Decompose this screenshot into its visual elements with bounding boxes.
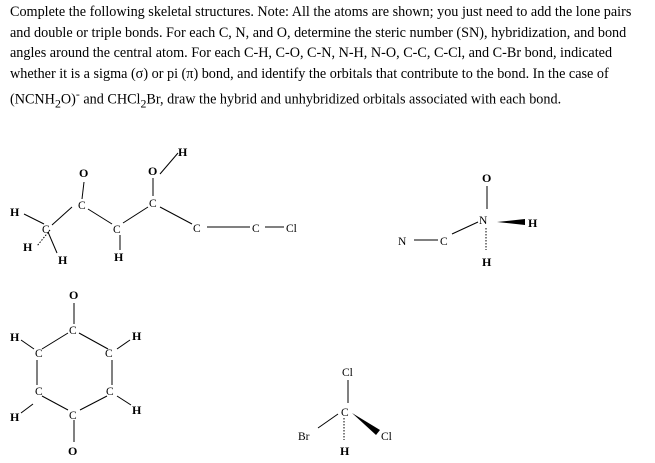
atom-h: H bbox=[528, 216, 538, 230]
atom-c: C bbox=[35, 348, 43, 360]
atom-c: C bbox=[69, 325, 77, 337]
atom-c: C bbox=[106, 386, 114, 398]
atom-n: N bbox=[479, 215, 488, 227]
atom-n: N bbox=[398, 236, 407, 248]
molecule-ncnh2o bbox=[398, 171, 538, 269]
atom-h: H bbox=[23, 240, 33, 254]
atom-h: H bbox=[132, 329, 142, 343]
molecule-chcl2br bbox=[298, 367, 392, 458]
atom-h: H bbox=[10, 205, 20, 219]
atom-c: C bbox=[193, 223, 201, 235]
atom-c: C bbox=[149, 198, 157, 210]
atom-c: C bbox=[42, 224, 50, 236]
atom-cl: Cl bbox=[342, 367, 353, 379]
atom-h: H bbox=[10, 330, 20, 344]
atom-h: H bbox=[58, 253, 68, 267]
instructions-text: and CHCl bbox=[79, 92, 141, 109]
superscript-charge: - bbox=[75, 87, 80, 102]
instructions-text: O) bbox=[60, 92, 76, 109]
atom-h: H bbox=[178, 145, 188, 159]
atom-c: C bbox=[78, 200, 86, 212]
atom-h: H bbox=[482, 255, 492, 269]
instructions-text: Br, draw the hybrid and unhybridized orbitals associated with each bond. bbox=[146, 92, 562, 109]
atom-c: C bbox=[105, 348, 113, 360]
subscript: 2 bbox=[140, 96, 147, 111]
atom-h: H bbox=[10, 410, 20, 424]
atom-c: C bbox=[113, 224, 121, 236]
molecule-chain bbox=[10, 145, 297, 267]
atom-o: O bbox=[69, 288, 79, 302]
atom-o: O bbox=[148, 164, 158, 178]
atom-c: C bbox=[69, 410, 77, 422]
atom-cl: Cl bbox=[381, 431, 392, 443]
atom-o: O bbox=[79, 166, 89, 180]
atom-o: O bbox=[68, 444, 78, 458]
molecule-ring bbox=[10, 288, 142, 458]
atom-c: C bbox=[35, 386, 43, 398]
atom-c: C bbox=[341, 407, 349, 419]
atom-h: H bbox=[114, 250, 124, 264]
atom-o: O bbox=[482, 171, 492, 185]
atom-c: C bbox=[252, 223, 260, 235]
atom-c: C bbox=[440, 236, 448, 248]
atom-cl: Cl bbox=[286, 223, 297, 235]
atom-br: Br bbox=[298, 431, 310, 443]
atom-h: H bbox=[132, 403, 142, 417]
instructions-text: Complete the following skeletal structures. Note: All the atoms are shown; you just need to add the lone pairs and double or triple bonds. For each C, N, and O, determine the steric number (SN), hybridization, and bond angles around the central atom. For each C-H, C-O, C-N, N-H, N-O, C-C, C-Cl, and C-Br bond, indicated whether it is a sigma (σ) or pi (π) bond, and identify the orbitals that contribute to the bond. In the case of (NCNH bbox=[10, 4, 632, 109]
atom-h: H bbox=[340, 444, 350, 458]
subscript: 2 bbox=[54, 96, 61, 111]
